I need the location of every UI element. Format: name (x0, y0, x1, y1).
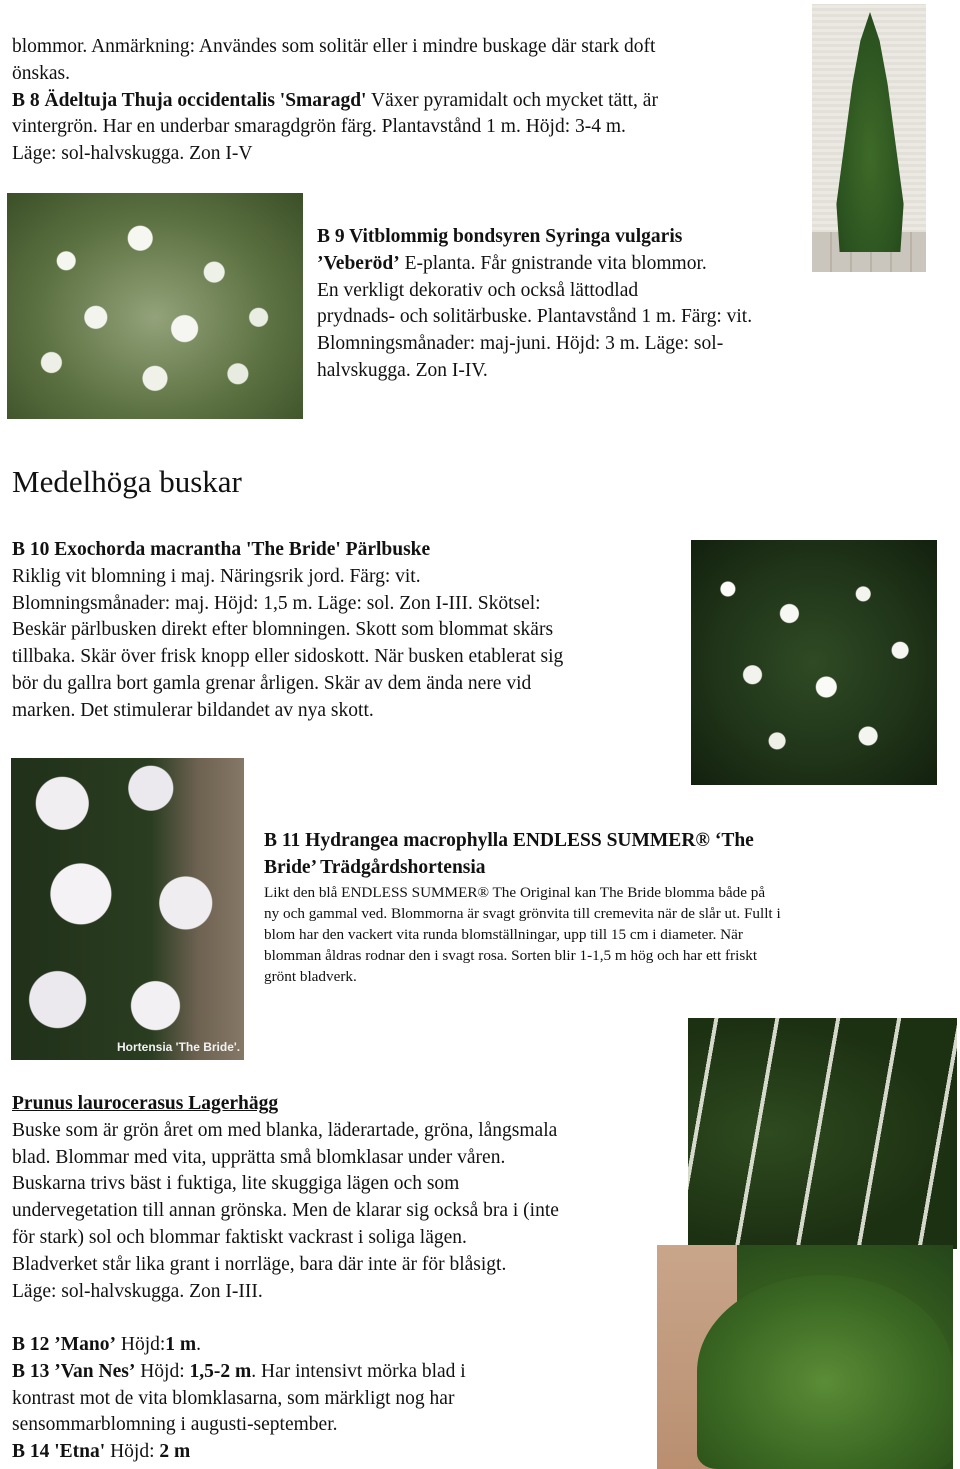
b13-line: B 13 ’Van Nes’ Höjd: 1,5-2 m. Har intensivt mörka blad i (12, 1360, 466, 1382)
b10-line: Blomningsmånader: maj. Höjd: 1,5 m. Läge: sol. Zon I-III. Skötsel: (12, 592, 541, 614)
prunus-line: Buske som är grön året om med blanka, läderartade, gröna, långsmala (12, 1119, 558, 1141)
b13-line: sensommarblomning i augusti-september. (12, 1414, 338, 1436)
photo-caption: Hortensia 'The Bride'. (117, 1040, 241, 1054)
b11-line: blom har den vackert vita runda blomställningar, upp till 15 cm i diameter. När (264, 926, 743, 943)
prunus-line: undervegetation till annan grönska. Men de klarar sig också bra i (inte (12, 1200, 559, 1222)
intro-line: blommor. Anmärkning: Användes som solitär eller i mindre buskage där stark doft (12, 36, 656, 57)
b14-line: B 14 'Etna' Höjd: 2 m (12, 1441, 191, 1463)
b12-line: B 12 ’Mano’ Höjd:1 m. (12, 1334, 202, 1355)
prunus-line: Bladverket står lika grant i norrläge, bara där inte är för blåsigt. (12, 1253, 507, 1275)
b11-line: Likt den blå ENDLESS SUMMER® The Original kan The Bride blomma både på (264, 883, 766, 901)
b11-line: grönt bladverk. (264, 968, 357, 986)
prunus-hedge-photo (657, 1245, 953, 1469)
hydrangea-photo (11, 758, 244, 1060)
b10-line: marken. Det stimulerar bildandet av nya skott. (12, 699, 374, 721)
b9-line: ’Veberöd’ E-planta. Får gnistrande vita blommor. (317, 252, 707, 274)
b8-line: B 8 Ädeltuja Thuja occidentalis 'Smaragd' Växer pyramidalt och mycket tätt, är (12, 89, 658, 111)
exochorda-photo (691, 540, 937, 785)
b9-block (317, 224, 817, 385)
b10-line: Beskär pärlbusken direkt efter blomningen. Skott som blommat skärs (12, 619, 554, 641)
b8-line: Läge: sol-halvskugga. Zon I-V (12, 143, 253, 165)
b9-title: B 9 Vitblommig bondsyren Syringa vulgaris (317, 226, 683, 247)
varieties-block (12, 1332, 652, 1466)
b10-title: B 10 Exochorda macrantha 'The Bride' Pärlbuske (12, 539, 431, 560)
b10-block (12, 537, 682, 725)
intro-line: önskas. (12, 62, 70, 84)
b11-line: blomman åldras rodnar den i svagt rosa. Sorten blir 1-1,5 m hög och har ett friskt (264, 947, 758, 965)
prunus-flowers-photo (688, 1018, 957, 1249)
b9-line: prydnads- och solitärbuske. Plantavstånd 1 m. Färg: vit. (317, 306, 753, 328)
prunus-line: för stark) sol och blommar faktiskt vackrast i soliga lägen. (12, 1226, 467, 1248)
b9-line: Blomningsmånader: maj-juni. Höjd: 3 m. Läge: sol- (317, 333, 724, 355)
prunus-title: Prunus laurocerasus Lagerhägg (12, 1093, 279, 1114)
prunus-block (12, 1091, 682, 1305)
prunus-line: Läge: sol-halvskugga. Zon I-III. (12, 1280, 263, 1302)
syringa-veberod-photo (7, 193, 303, 419)
b10-line: bör du gallra bort gamla grenar årligen. Skär av dem ända nere vid (12, 672, 532, 694)
b13-line: kontrast mot de vita blomklasarna, som märkligt nog har (12, 1387, 455, 1409)
b11-title: Bride’ Trädgårdshortensia (264, 856, 486, 878)
b8-title: B 8 Ädeltuja Thuja occidentalis 'Smaragd' (12, 89, 367, 111)
section-heading: Medelhöga buskar (12, 464, 242, 499)
b8-line: vintergrön. Har en underbar smaragdgrön färg. Plantavstånd 1 m. Höjd: 3-4 m. (12, 116, 626, 138)
b11-block (264, 828, 904, 988)
b10-line: tillbaka. Skär över frisk knopp eller sidoskott. När busken etablerat sig (12, 646, 564, 668)
intro-block (12, 34, 812, 168)
b11-line: ny och gammal ved. Blommorna är svagt grönvita till cremevita när de slår ut. Fullt i (264, 904, 781, 922)
b9-line: En verkligt dekorativ och också lättodlad (317, 279, 639, 301)
b11-title: B 11 Hydrangea macrophylla ENDLESS SUMMER® ‘The (264, 830, 754, 851)
prunus-line: Buskarna trivs bäst i fuktiga, lite skuggiga lägen och som (12, 1173, 460, 1195)
thuja-smaragd-photo (812, 4, 926, 272)
prunus-line: blad. Blommar med vita, upprätta små blomklasar under våren. (12, 1146, 506, 1168)
b9-line: halvskugga. Zon I-IV. (317, 359, 488, 381)
b10-line: Riklig vit blomning i maj. Näringsrik jord. Färg: vit. (12, 565, 421, 587)
